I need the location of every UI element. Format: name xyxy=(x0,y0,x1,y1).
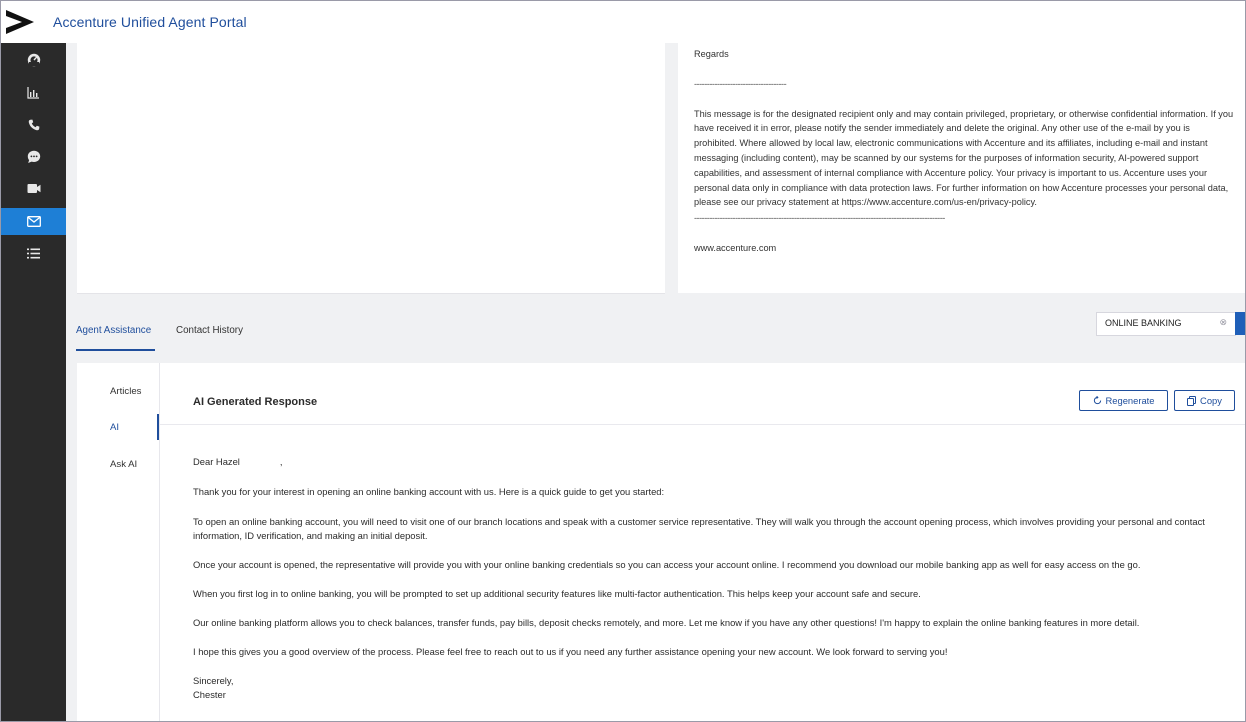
video-icon xyxy=(27,183,41,194)
email-regards: Regards xyxy=(694,49,729,59)
assistance-subnav xyxy=(77,363,160,721)
email-separator-long: -------------------------------------------------------------------------------------------------- xyxy=(694,213,945,224)
accenture-chevron-icon xyxy=(6,10,36,34)
assistance-tabs xyxy=(66,311,1245,353)
chat-icon xyxy=(27,150,41,164)
redacted-name xyxy=(240,458,280,468)
email-separator: ------------------------------------ xyxy=(694,78,787,89)
active-tab-indicator xyxy=(76,349,155,351)
refresh-icon xyxy=(1093,396,1102,405)
regenerate-button[interactable] xyxy=(1079,390,1168,411)
response-signature-line xyxy=(193,688,1238,702)
nav-list[interactable] xyxy=(1,240,66,267)
analytics-icon xyxy=(27,87,40,99)
nav-chat[interactable] xyxy=(1,143,66,170)
nav-video[interactable] xyxy=(1,175,66,202)
regenerate-label: Regenerate xyxy=(1105,395,1155,406)
copy-icon xyxy=(1187,396,1196,406)
greeting-suffix: , xyxy=(279,456,283,467)
response-signature: Chester xyxy=(193,689,226,700)
list-icon xyxy=(27,248,40,259)
response-paragraph: When you first log in to online banking, you will be prompted to set up additional security features like multi-factor authentication. This helps keep your account safe and secure. xyxy=(193,588,921,599)
response-greeting: Dear Hazel xyxy=(193,456,240,467)
subnav-ask-ai[interactable]: Ask AI xyxy=(110,459,138,470)
response-paragraph: I hope this gives you a good overview of the process. Please feel free to reach out to us if you need any further assistance opening your new account. We look forward to serving you! xyxy=(193,646,948,657)
response-title: AI Generated Response xyxy=(193,396,318,408)
nav-phone[interactable] xyxy=(1,111,66,138)
main-content xyxy=(66,43,1245,721)
subnav-ai[interactable]: AI xyxy=(110,422,120,433)
clear-search-icon[interactable]: ⊗ xyxy=(1219,317,1227,327)
email-body-pane xyxy=(678,43,1245,293)
email-website: www.accenture.com xyxy=(694,242,777,253)
subnav-active-indicator xyxy=(157,414,159,440)
assistance-panel xyxy=(77,363,1245,721)
redacted-name xyxy=(226,691,296,701)
nav-analytics[interactable] xyxy=(1,79,66,106)
email-left-pane xyxy=(77,43,665,294)
dashboard-icon xyxy=(27,53,41,67)
email-disclaimer: This message is for the designated recipient only and may contain privileged, proprietary, or otherwise confidential information. If you have received it in error, please notify the sender immediately and delete the original. Any other use of the e-mail by you is prohibited. Where allowed by local law, electronic communications with Accenture and its affiliates, including e-mail and instant messaging (including content), may be scanned by our systems for the purposes of information security, AI-powered support capabilities, and assessment of internal compliance with Accenture policy. Your privacy is important to us. Accenture uses your personal data only in compliance with data protection laws. For further information on how Accenture processes your personal data, please see our privacy statement at https://www.accenture.com/us-en/privacy-policy. xyxy=(694,108,1234,208)
phone-icon xyxy=(28,119,40,131)
response-header xyxy=(160,387,1245,425)
response-greeting-line xyxy=(193,455,1238,469)
app-title: Accenture Unified Agent Portal xyxy=(53,14,247,30)
response-paragraph: Our online banking platform allows you to check balances, transfer funds, pay bills, deposit checks remotely, and more. Let me know if you have any other questions! I'm happy to explain the online banking features in more detail. xyxy=(193,617,1140,628)
copy-label: Copy xyxy=(1200,395,1222,406)
nav-dashboard[interactable] xyxy=(1,46,66,73)
response-closing: Sincerely, xyxy=(193,675,234,686)
response-paragraph: Thank you for your interest in opening an online banking account with us. Here is a quick guide to get you started: xyxy=(193,486,665,497)
email-icon xyxy=(27,216,41,227)
response-paragraph: Once your account is opened, the representative will provide you with your online banking credentials so you can access your account online. I recommend you download our mobile banking app as well for easy access on the go. xyxy=(193,559,1141,570)
response-paragraph: To open an online banking account, you will need to visit one of our branch locations and speak with a customer service representative. They will walk you through the account opening process, which involves providing your personal and contact information, ID verification, and making an initial deposit. xyxy=(193,516,1205,541)
subnav-articles[interactable]: Articles xyxy=(110,386,142,397)
search-button[interactable] xyxy=(1235,312,1246,335)
nav-email[interactable] xyxy=(1,208,66,235)
tab-agent-assistance[interactable]: Agent Assistance xyxy=(76,325,152,336)
search-field[interactable] xyxy=(1096,312,1236,336)
copy-button[interactable] xyxy=(1174,390,1235,411)
search-input[interactable] xyxy=(1105,318,1215,328)
top-bar xyxy=(1,1,1245,44)
side-nav xyxy=(1,43,66,722)
tab-contact-history[interactable]: Contact History xyxy=(176,325,243,336)
ai-response-body xyxy=(193,455,1238,702)
